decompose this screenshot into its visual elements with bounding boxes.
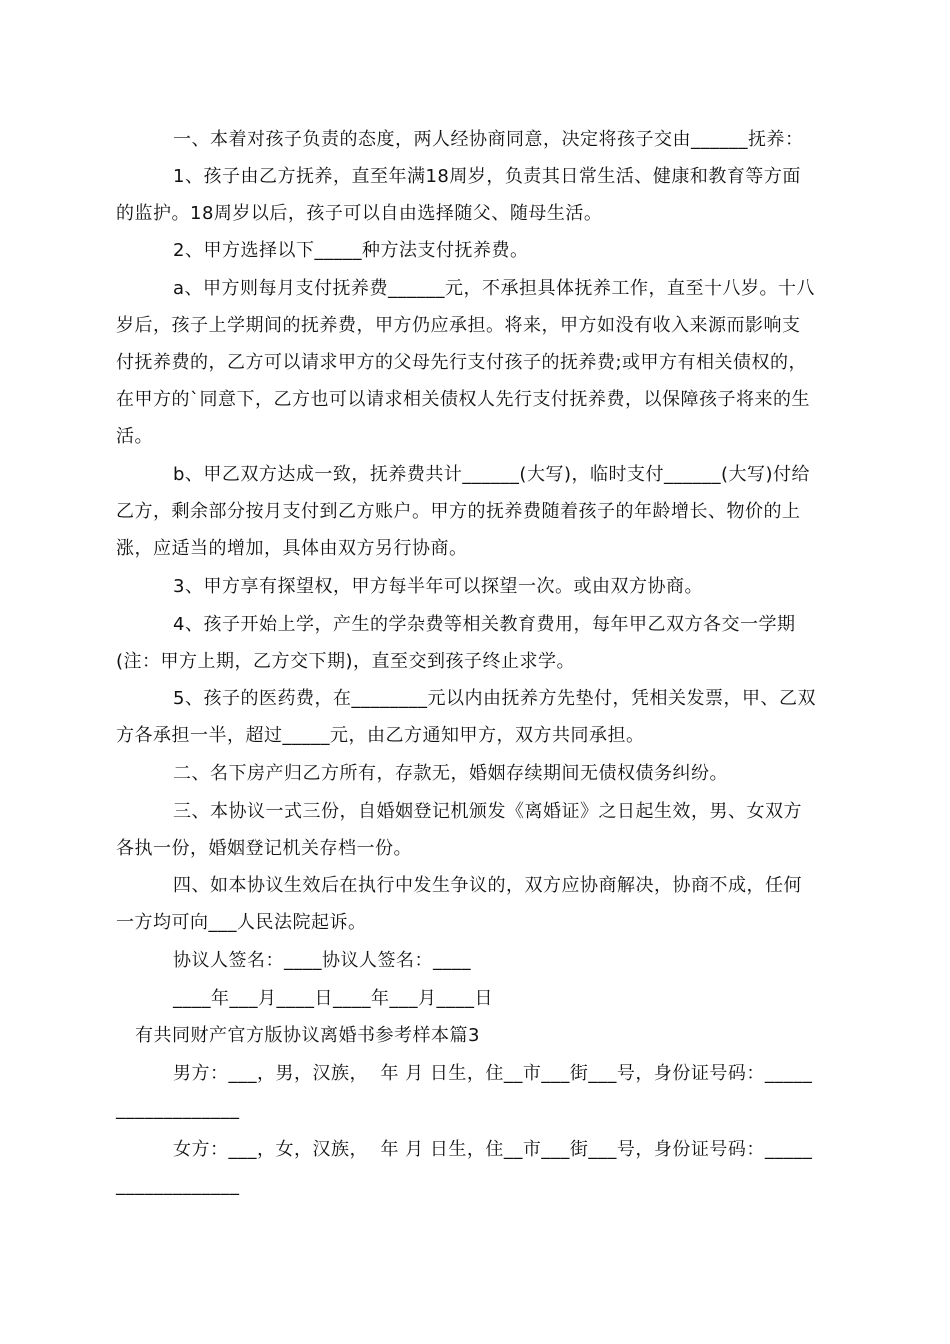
paragraph-line: 各执一份，婚姻登记机关存档一份。: [116, 838, 412, 859]
paragraph-line: 岁后，孩子上学期间的抚养费，甲方仍应承担。将来，甲方如没有收入来源而影响支: [116, 315, 801, 336]
paragraph-line: 2、甲方选择以下_____种方法支付抚养费。: [173, 240, 529, 261]
paragraph-line: 3、甲方享有探望权，甲方每半年可以探望一次。或由双方协商。: [173, 576, 703, 597]
paragraph-line: 的监护。18周岁以后，孩子可以自由选择随父、随母生活。: [116, 203, 603, 224]
paragraph-line: 涨，应适当的增加，具体由双方另行协商。: [116, 538, 468, 559]
paragraph-line: (注：甲方上期，乙方交下期)，直至交到孩子终止求学。: [116, 651, 576, 672]
paragraph-line: _____________: [116, 1099, 240, 1120]
paragraph-line: 三、本协议一式三份，自婚姻登记机颁发《离婚证》之日起生效，男、女双方: [173, 801, 802, 822]
paragraph-line: 二、名下房产归乙方所有，存款无，婚姻存续期间无债权债务纠纷。: [173, 763, 728, 784]
paragraph-line: b、甲乙双方达成一致，抚养费共计______(大写)，临时支付______(大写)付给: [173, 464, 811, 485]
paragraph-line: _____________: [116, 1175, 240, 1196]
paragraph-line: 付抚养费的，乙方可以请求甲方的父母先行支付孩子的抚养费;或甲方有相关债权的，: [116, 352, 808, 373]
section-heading: 有共同财产官方版协议离婚书参考样本篇3: [135, 1025, 480, 1046]
signature-line: 协议人签名：____协议人签名：____: [173, 950, 471, 971]
paragraph-line: a、甲方则每月支付抚养费______元，不承担具体抚养工作，直至十八岁。十八: [173, 278, 816, 299]
paragraph-line: 在甲方的`同意下，乙方也可以请求相关债权人先行支付抚养费，以保障孩子将来的生: [116, 389, 810, 410]
paragraph-line: 男方：___，男，汉族， 年 月 日生，住__市___街___号，身份证号码：_____: [173, 1063, 813, 1084]
paragraph-line: 四、如本协议生效后在执行中发生争议的，双方应协商解决，协商不成，任何: [173, 875, 802, 896]
date-line: ____年___月____日____年___月____日: [173, 988, 493, 1009]
paragraph-line: 活。: [116, 426, 153, 447]
paragraph-line: 一、本着对孩子负责的态度，两人经协商同意，决定将孩子交由______抚养：: [173, 129, 804, 150]
paragraph-line: 一方均可向___人民法院起诉。: [116, 912, 367, 933]
paragraph-line: 4、孩子开始上学，产生的学杂费等相关教育费用，每年甲乙双方各交一学期: [173, 614, 796, 635]
paragraph-line: 5、孩子的医药费，在________元以内由抚养方先垫付，凭相关发票，甲、乙双: [173, 688, 816, 709]
paragraph-line: 乙方，剩余部分按月支付到乙方账户。甲方的抚养费随着孩子的年龄增长、物价的上: [116, 501, 801, 522]
paragraph-line: 方各承担一半，超过_____元，由乙方通知甲方，双方共同承担。: [116, 725, 645, 746]
paragraph-line: 女方：___，女，汉族， 年 月 日生，住__市___街___号，身份证号码：_____: [173, 1139, 813, 1160]
paragraph-line: 1、孩子由乙方抚养，直至年满18周岁，负责其日常生活、健康和教育等方面: [173, 166, 801, 187]
